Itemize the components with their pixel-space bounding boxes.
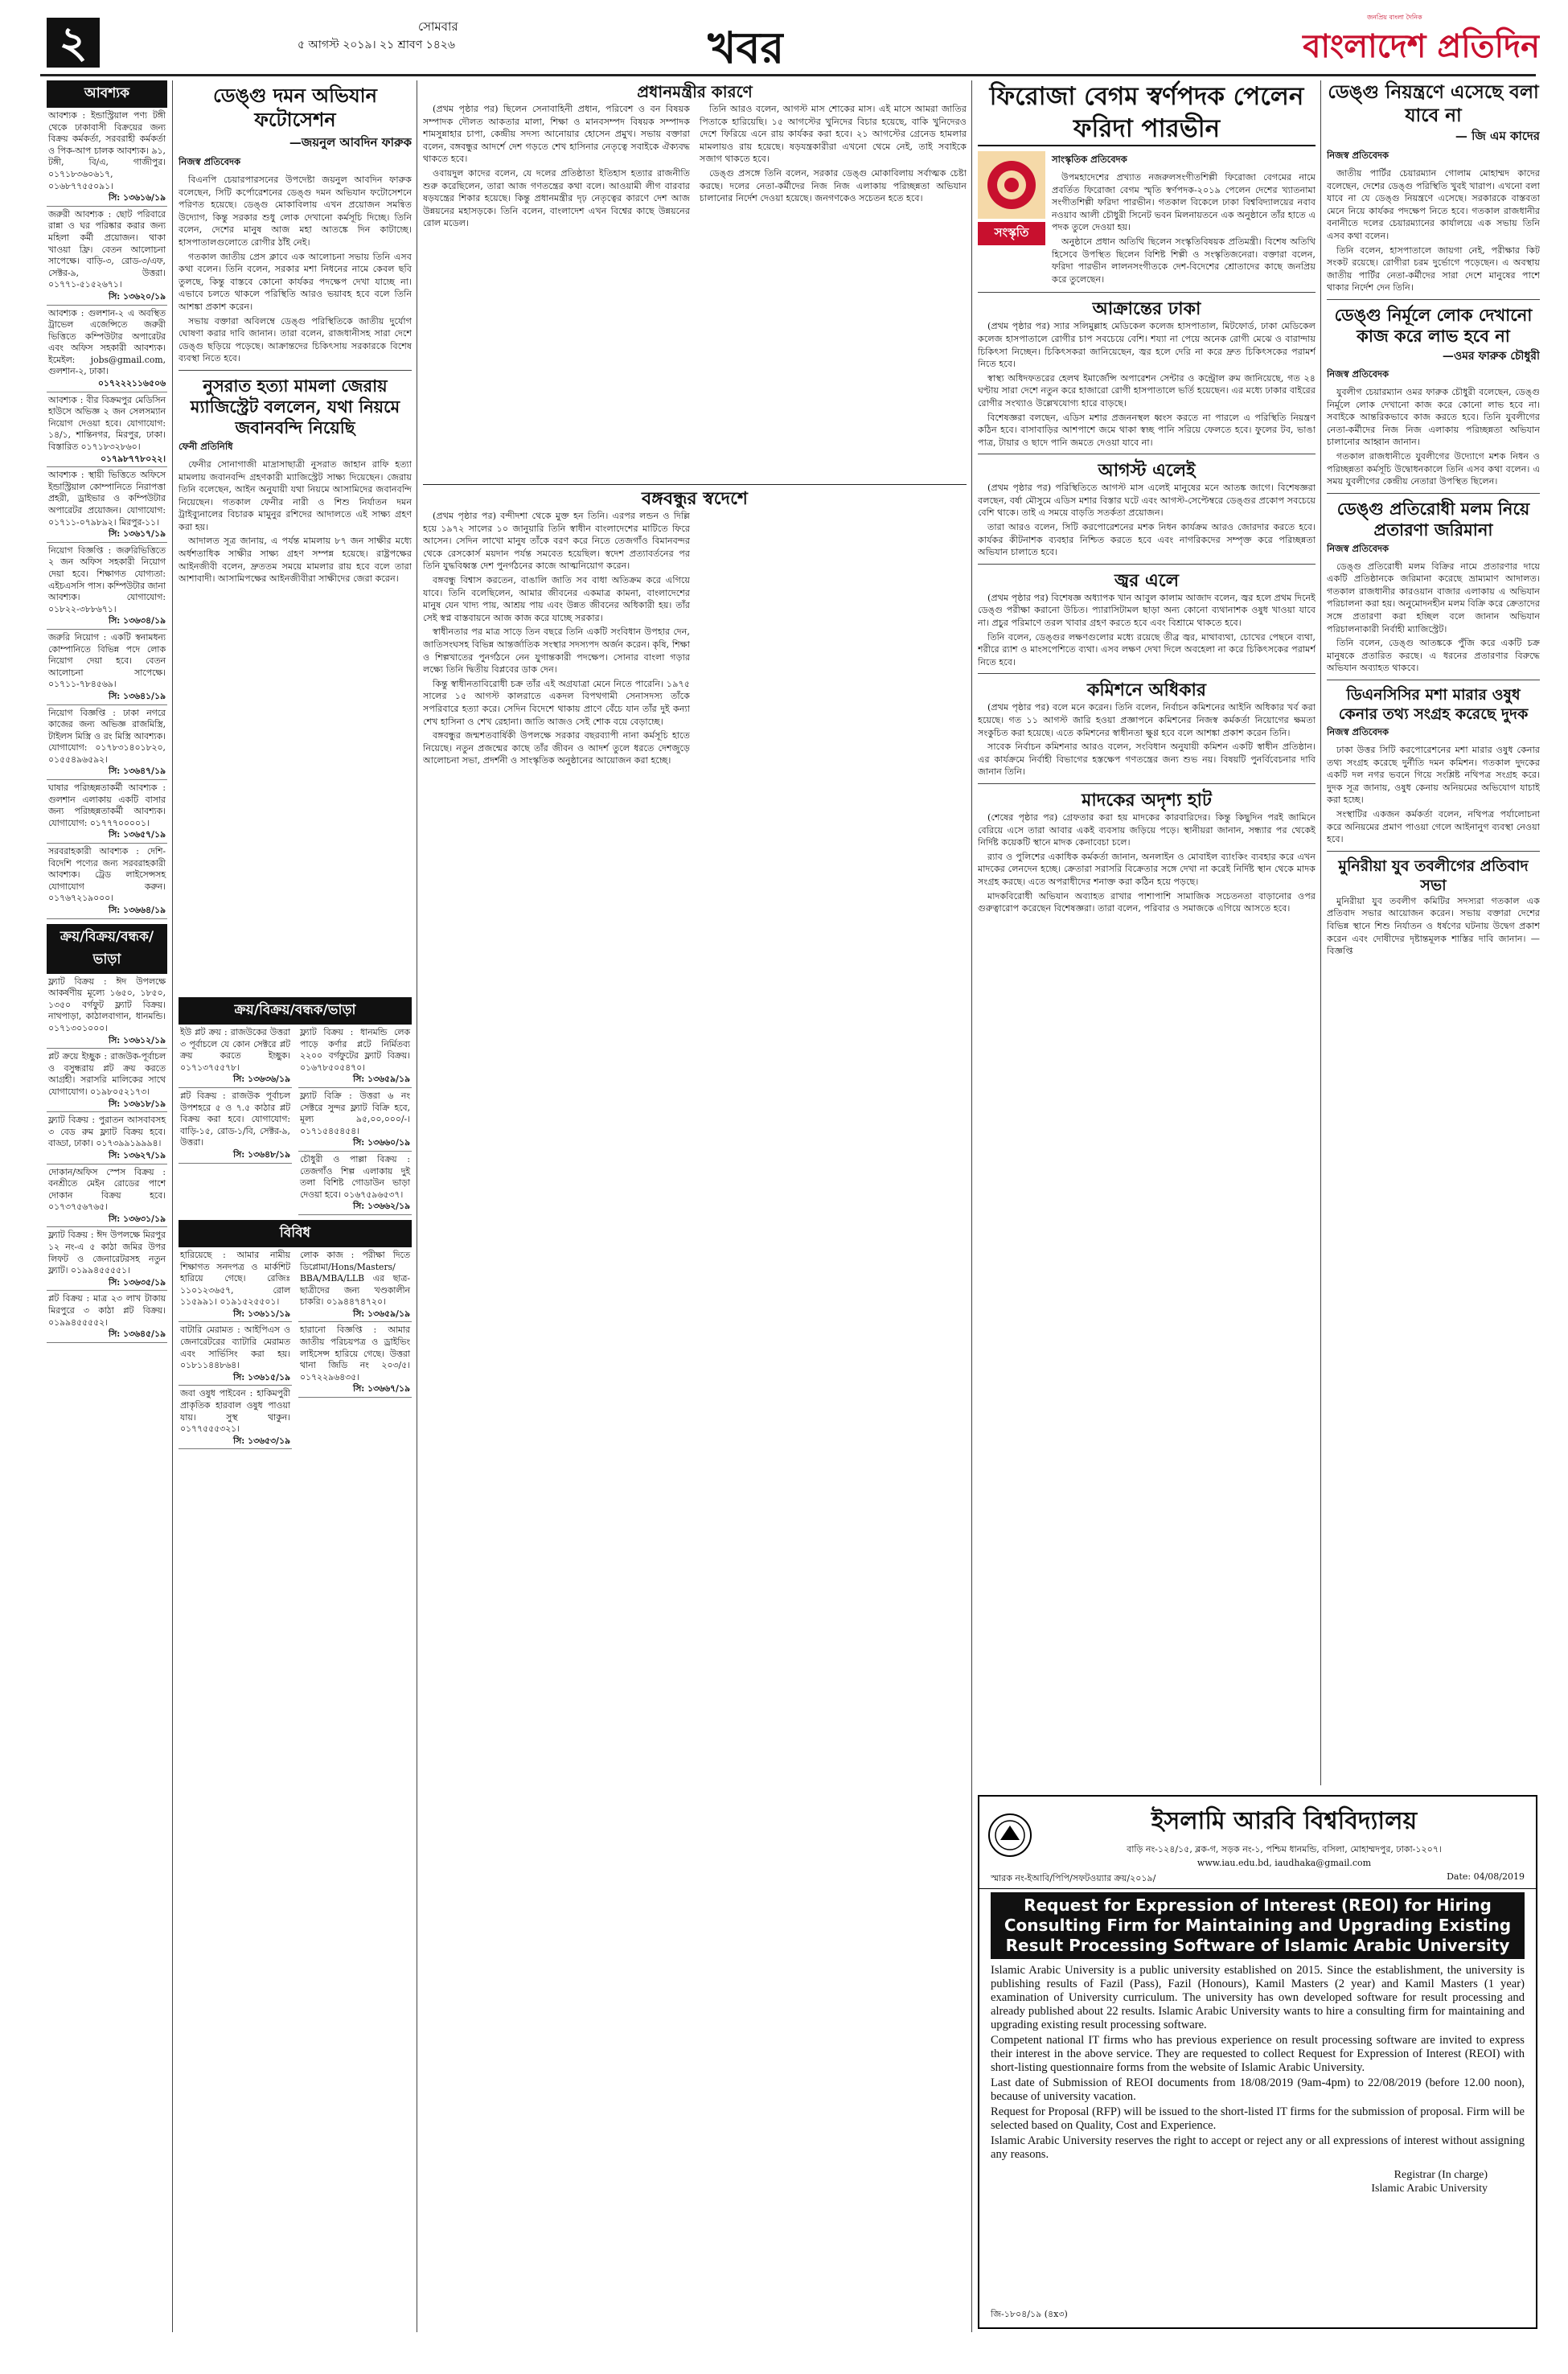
paragraph: অনুষ্ঠানে প্রধান অতিথি ছিলেন সংস্কৃতিবিষয়ক প্রতিমন্ত্রী। বিশেষ অতিথি হিসেবে উপস্থিত ছিলেন বিশিষ্ট শিল্পী ও সংস্কৃতিজনেরা। বক্তারা বলেন, ফরিদা পারভীন লালনসংগীতকে দেশ-বিদেশের শ্রোতাদের কাছে জনপ্রিয় করে তুলেছেন। [1052, 236, 1316, 285]
story-body [179, 174, 412, 365]
classified-text: সরবরাহকারী আবশ্যক : দেশি-বিদেশি পণ্যের জন্য সরবরাহকারী আবশ্যক। ট্রেড লাইসেন্সসহ যোগাযোগ করুন। ০১৭৬৭২১৯০০০। [48, 846, 166, 904]
classified-ref: ০১৭৯৮৭৭৮০২২। [100, 453, 166, 464]
headline-drugs: মাদকের অদৃশ্য হাট [1082, 789, 1212, 811]
paragraph: তিনি বলেন, হাসপাতালে জায়গা নেই, পরীক্ষার কিট সংকট রয়েছে। রোগীরা চরম দুর্ভোগে পড়েছেন। এ অবস্থায় জাতীয় পার্টির নেতা-কর্মীদের সারা দেশে মানুষের পাশে থাকার নির্দেশ দেন তিনি। [1327, 244, 1540, 294]
classified-ad [47, 306, 167, 392]
paragraph: উপমহাদেশের প্রখ্যাত নজরুলসংগীতশিল্পী ফিরোজা বেগমের নামে প্রবর্তিত ফিরোজা বেগম স্মৃতি স্বর্ণপদক-২০১৯ পেলেন দেশের খ্যাতনামা সংগীতশিল্পী ফরিদা পারভীন। গতকাল বিকেলে ঢাকা বিশ্ববিদ্যালয়ের নবাব নওয়াব আলী চৌধুরী সিনেট ভবন মিলনায়তনে এক অনুষ্ঠানে তাঁর হাতে এ পদক তুলে দেওয়া হয়। [1052, 172, 1316, 233]
classified-ad [47, 108, 167, 207]
story-pm [423, 80, 967, 483]
paragraph: Last date of Submission of REOI documents from 18/08/2019 (9am-4pm) to 22/08/2019 (before 12.00 noon), because of university vacation. [991, 2076, 1525, 2103]
classifieds-column-1 [47, 80, 167, 2332]
classified-ad [298, 1152, 412, 1215]
classified-ad [47, 1049, 167, 1112]
ad-title: Request for Expression of Interest (REOI) for Hiring Consulting Firm for Maintaining and Upgrading Existing Result Processing Software of Islamic Arabic University [991, 1892, 1525, 1959]
paragraph: মুনিরীয়া যুব তবলীগ কমিটির সদস্যরা গতকাল এক প্রতিবাদ সভার আয়োজন করেন। সভায় বক্তারা দেশের বিভিন্ন স্থানে শিশু নির্যাতন ও ধর্ষণের ঘটনায় উদ্বেগ প্রকাশ করেন এবং দোষীদের দৃষ্টান্তমূলক শাস্তির দাবি জানান। — বিজ্ঞপ্তি [1327, 895, 1540, 957]
classified-ref: সি: ১৩৬৩৬/১৯ [232, 1074, 290, 1085]
classifieds-heading-sale-2: ক্রয়/বিক্রয়/বন্ধক/ভাড়া [179, 997, 412, 1025]
paragraph: Islamic Arabic University is a public university established on 2015. Since the establishment, the university is publishing results of Fazil (Pass), Fazil (Honours), Kamil Masters (2 year) and Kamil Masters (1 year) examination of University curriculum. The university has own developed software for result processing and already published about 22 results. Islamic Arabic University wants to hire a consulting firm for maintaining and upgrading existing result processing software. [991, 1964, 1525, 2031]
classified-text: চৌধুরী ও পাল্লা বিক্রয় : তেজগাঁও শিল্প এলাকায় দুই তলা বিশিষ্ট গোডাউন ভাড়া দেওয়া হবে। ০১৬৭৫৯৬৫৩৭। [300, 1153, 410, 1200]
paragraph: জাতীয় পার্টির চেয়ারম্যান গোলাম মোহাম্মদ কাদের বলেছেন, দেশের ডেঙ্গু পরিস্থিতি খুবই খারাপ। এখনো বলা যাবে না যে ডেঙ্গু নিয়ন্ত্রণে এসেছে। সরকারকে বাস্তবতা মেনে নিয়ে কার্যকর পদক্ষেপ নিতে হবে। গতকাল রাজধানীর বনানীতে দলের চেয়ারম্যানের কার্যালয়ে এক সভায় তিনি এসব কথা বলেন। [1327, 168, 1540, 241]
story-body [423, 510, 967, 2319]
author-line-2: —ওমর ফারুক চৌধুরী [1442, 349, 1540, 363]
byline-4: নিজস্ব প্রতিবেদক [1327, 726, 1389, 738]
story-body-august [978, 482, 1316, 559]
classified-ad [47, 543, 167, 630]
headline-commission: কমিশনে অধিকার [1086, 680, 1207, 701]
headline-dncc-acc: ডিএনসিসির মশা মারার ওষুধ কেনার তথ্য সংগ্রহ করেছে দুদক [1338, 686, 1529, 724]
university-logo-icon [987, 1813, 1032, 1858]
classifieds-list-sale [47, 974, 167, 1343]
brand-tagline: জনপ্রিয় বাংলা দৈনিক [1367, 14, 1422, 21]
paragraph: তিনি বলেন, ডেঙ্গুর লক্ষণগুলোর মধ্যে রয়েছে তীব্র জ্বর, মাথাব্যথা, চোখের পেছনে ব্যথা, শরীরে র‍্যাশ ও মাংসপেশিতে ব্যথা। এসব লক্ষণ দেখা দিলে অবহেলা না করে চিকিৎসকের পরামর্শ নিতে হবে। [978, 631, 1316, 667]
classified-ad [47, 1227, 167, 1291]
paragraph: স্বাস্থ্য অধিদফতরের হেলথ ইমার্জেন্সি অপারেশন সেন্টার ও কন্ট্রোল রুম জানিয়েছে, গত ২৪ ঘণ্টায় সারা দেশে নতুন করে হাজারো রোগী হাসপাতালে ভর্তি হয়েছেন। এর মধ্যে ঢাকার বাইরের রোগীর সংখ্যাও উল্লেখযোগ্য হারে বাড়ছে। [978, 372, 1316, 409]
story-body [1327, 167, 1540, 294]
classified-ref: সি: ১৩৬৬৪/১৯ [109, 905, 166, 915]
classified-text: দোকান/অফিস স্পেস বিক্রয় : বনশ্রীতে মেইন রোডের পাশে দোকান বিক্রয় হবে। ০১৭৩৭৫৬৭৬৫। [48, 1166, 166, 1213]
paragraph: ফেনীর সোনাগাজী মাদ্রাসাছাত্রী নুসরাত জাহান রাফি হত্যা মামলায় জবানবন্দি গ্রহণকারী ম্যাজিস্ট্রেট সাক্ষ্য দিয়েছেন। জেরায় তিনি বলেছেন, আইন অনুযায়ী যথা নিয়মে আসামিদের জবানবন্দি নিয়েছেন। গতকাল ফেনীর নারী ও শিশু নির্যাতন দমন ট্রাইব্যুনালের বিচারক মামুনুর রশিদের আদালতে এই সাক্ষ্য গ্রহণ করা হয়। [179, 458, 412, 532]
story-body [1052, 171, 1316, 285]
classifieds-list-misc [179, 1247, 412, 1450]
classified-text: লোক কাজ : পরীক্ষা দিতে ডিপ্লোমা/Hons/Masters/ BBA/MBA/LLB এর ছাত্র-ছাত্রীদের জন্য খণ্ডকালীন চাকরি। ০১৯৪৪৭৪৭২০। [300, 1249, 410, 1308]
masthead-rule [40, 74, 1536, 76]
headline: বঙ্গবন্ধুর স্বদেশে [642, 488, 748, 509]
paragraph: ডেঙ্গু প্রতিরোধী মলম বিক্রির নামে প্রতারণার দায়ে একটি প্রতিষ্ঠানকে জরিমানা করেছে ভ্রাম্যমাণ আদালত। গতকাল রাজধানীর কারওয়ান বাজার এলাকায় এ অভিযান পরিচালনা করা হয়। অনুমোদনহীন মলম বিক্রি করে ক্রেতাদের সঙ্গে প্রতারণা করা হচ্ছিল বলে জানান অভিযান পরিচালনাকারী নির্বাহী ম্যাজিস্ট্রেট। [1327, 561, 1540, 635]
classified-text: ঘাষার পরিচ্ছন্নতাকর্মী আবশ্যক : গুলশান এলাকায় একটি বাসার জন্য পরিচ্ছন্নতাকর্মী আবশ্যক। যোগাযোগ: ০১৭৭৭০০০০১। [48, 782, 166, 828]
paragraph: যুবলীগ চেয়ারম্যান ওমর ফারুক চৌধুরী বলেছেন, ডেঙ্গু নির্মূলে লোক দেখানো কাজ করে কোনো লাভ হবে না। সবাইকে আন্তরিকভাবে কাজ করতে হবে। তিনি যুবলীগের নেতা-কর্মীদের নিজ নিজ এলাকায় পরিচ্ছন্নতা অভিযান চালানোর আহ্বান জানান। [1327, 386, 1540, 448]
classified-ad [179, 1247, 292, 1323]
classified-text: হারিয়েছে : আমার নামীয় শিক্ষাগত সনদপত্র ও মার্কশিট হারিয়ে গেছে। রেজিঃ ১১০১২৩৬৫৭, রোল ১১৫৯৯১। ০১৯১৫২৫৫০১। [180, 1249, 290, 1308]
memo-number: স্মারক নং-ইআবি/পিপি/সফটওয়্যার ক্রয়/২০১৯/ [991, 1873, 1156, 1883]
classified-text: আবশ্যক : স্থায়ী ভিত্তিতে অফিসে ইন্ডাস্ট্রিয়াল কোম্পানিতে নিরাপত্তা প্রহরী, ড্রাইভার ও কম্পিউটার অপারেটর প্রয়োজন। যোগাযোগ: ০১৭১১-০৭৯৮৯২। মিরপুর-১১। [48, 470, 166, 528]
classified-ref: সি: ১৩৬১৫/১৯ [233, 1371, 290, 1382]
classified-text: নিয়োগ বিজ্ঞপ্তি : ঢাকা নগরে কাজের জন্য অভিজ্ঞ রাজমিস্ত্রি, টাইলস মিস্ত্রি ও রং মিস্ত্রি আবশ্যক। যোগাযোগ: ০১৭৮৩১৪০১৮২০, ০১৫৫৪৯৬৫৯২। [48, 707, 166, 765]
paragraph: গতকাল রাজধানীতে যুবলীগের উদ্যোগে মশক নিধন ও পরিচ্ছন্নতা কর্মসূচি উদ্বোধনকালে তিনি এসব কথা বলেন। এ সময় যুবলীগের কেন্দ্রীয় নেতারা উপস্থিত ছিলেন। [1327, 450, 1540, 487]
classified-ad [47, 1291, 167, 1342]
classifieds-heading-sale: ক্রয়/বিক্রয়/বন্ধক/ভাড়া [47, 924, 167, 974]
story-column-6 [1327, 80, 1540, 1785]
paragraph: বিশেষজ্ঞরা বলছেন, এডিস মশার প্রজননস্থল ধ্বংস করতে না পারলে এ পরিস্থিতি নিয়ন্ত্রণ কঠিন হবে। বাসাবাড়ির আশপাশে জমে থাকা স্বচ্ছ পানি সরিয়ে ফেলতে হবে। ফুলের টব, ভাঙা পাত্র, টায়ার ও ছাদে পানি জমতে দেওয়া যাবে না। [978, 412, 1316, 448]
signature-org: Islamic Arabic University [1371, 2183, 1488, 2195]
classified-text: প্লট বিক্রয় : রাজউক পূর্বাচল উপশহরে ৫ ও ৭.৫ কাঠার প্লট বিক্রয় করা হবে। যোগাযোগ: বাড়ি-১৫, রোড-১/বি, সেক্টর-৯, উত্তরা। [180, 1090, 290, 1148]
classified-ad [47, 207, 167, 306]
classified-ad [47, 780, 167, 844]
paragraph: (প্রথম পৃষ্ঠার পর) পরিস্থিতিতে আগস্ট মাস এলেই মানুষের মনে আতঙ্ক জাগে। বিশেষজ্ঞরা বলছেন, বর্ষা মৌসুমে এডিস মশার বিস্তার ঘটে এবং আগস্ট-সেপ্টেম্বরে ডেঙ্গুর প্রকোপ সবচেয়ে বেশি থাকে। তাই এ সময়ে বাড়তি সতর্কতা প্রয়োজন। [978, 483, 1316, 519]
paragraph: (প্রথম পৃষ্ঠার পর) ছিলেন সেনাবাহিনী প্রধান, পরিবেশ ও বন বিষয়ক সম্পাদক দৌলত আকতার মালা, শিক্ষা ও মানবসম্পদ বিষয়ক সম্পাদক শামসুন্নাহার চাপা, কেন্দ্রীয় সদস্য আনোয়ার হোসেন প্রমুখ। সভায় বক্তারা বলেন, বঙ্গবন্ধুর আদর্শে দেশ গড়তে শেখ হাসিনার নেতৃত্বে সবাইকে ঐক্যবদ্ধ থাকতে হবে। [423, 104, 690, 165]
headline-farida: ফিরোজা বেগম স্বর্ণপদক পেলেন ফরিদা পারভীন [978, 80, 1316, 146]
byline: সাংস্কৃতিক প্রতিবেদক [1052, 154, 1127, 165]
paragraph: মাদকবিরোধী অভিযান অব্যাহত রাখার পাশাপাশি সামাজিক সচেতনতা বাড়ানোর ওপর গুরুত্বারোপ করেছেন বিশেষজ্ঞরা। তারা বলেন, পরিবার ও সমাজকে এগিয়ে আসতে হবে। [978, 890, 1316, 914]
paragraph: Competent national IT firms who has previous experience on result processing software are invited to express their interest in the above service. They are requested to collect Request for Expression of Interest (REOI) with short-listing questionnaire forms from the website of Islamic Arabic University. [991, 2034, 1525, 2074]
paragraph: কিন্তু স্বাধীনতাবিরোধী চক্র তাঁর এই অগ্রযাত্রা মেনে নিতে পারেনি। ১৯৭৫ সালের ১৫ আগস্ট কালরাতে একদল বিপথগামী সেনাসদস্য তাঁকে সপরিবারে হত্যা করে। সেদিন বিদেশে থাকায় প্রাণে বেঁচে যান তাঁর দুই কন্যা শেখ হাসিনা ও শেখ রেহানা। জাতি আজও সেই শোক বয়ে বেড়াচ্ছে। [423, 678, 690, 727]
story-body-nusrat [179, 458, 412, 585]
paragraph: তিনি বলেন, ডেঙ্গু আতঙ্ককে পুঁজি করে একটি চক্র মানুষকে প্রতারিত করছে। এ ধরনের প্রতারণার বিরুদ্ধে অভিযান অব্যাহত থাকবে। [1327, 638, 1540, 674]
classified-text: আবশ্যক : গুলশান-২ এ অবস্থিত ট্রাভেল এজেন্সিতে জরুরী ভিত্তিতে কম্পিউটার অপারেটর এবং অফিস সহকারী আবশ্যক। ইমেইল: jobs@gmail.com, গুলশান-২, ঢাকা। [48, 307, 166, 377]
author-line: —জয়নুল আবদিন ফারুক [289, 135, 412, 150]
classified-ad [47, 705, 167, 781]
paragraph: সংস্থাটির একজন কর্মকর্তা বলেন, নথিপত্র পর্যালোচনা করে অনিয়মের প্রমাণ পাওয়া গেলে আইনানুগ ব্যবস্থা নেওয়া হবে। [1327, 809, 1540, 845]
paragraph: সভায় বক্তারা অবিলম্বে ডেঙ্গু পরিস্থিতিকে জাতীয় দুর্যোগ ঘোষণা করার দাবি জানান। তারা বলেন, রাজধানীসহ সারা দেশে ডেঙ্গু ছড়িয়ে পড়েছে। আক্রান্তদের চিকিৎসায় সরকারকে বিশেষ ব্যবস্থা নিতে হবে। [179, 315, 412, 364]
university-email[interactable]: iaudhaka@gmail.com [1275, 1858, 1372, 1868]
masthead-day: সোমবার [418, 19, 458, 34]
university-advertisement: ইসলামি আরবি বিশ্ববিদ্যালয় বাড়ি নং-১২৪/১৫, ব্লক-গ, সড়ক নং-১, পশ্চিম ধানমন্ডি, বসিলা, মোহাম্মদপুর, ঢাকা-১২০৭। www.iau.edu.bd, iaudhaka@gmail.com স্মারক নং-ইআবি/পিপি/সফটওয়্যার ক্রয়/২০১৯/ Date: 04/08/2019 Request for Expression of Interest (REOI) for Hiring Consulting Firm for Maintaining and Upgrading Existing Result Processing Software of Islamic Arabic University Islamic Arabic University is a public university established on 2015. Since the establishment, the university is publishing results of Fazil (Pass), Fazil (Honours), Kamil Masters (2 year) and Kamil Masters (1 year) examination of University curriculum. The university has own developed software for result processing and already published about 22 results. Islamic Arabic University wants to hire a consulting firm for maintaining and upgrading existing result processing software. Competent national IT firms who has previous experience on result processing software are invited to express their interest in the above service. They are requested to collect Request for Expression of Interest (REOI) with short-listing questionnaire forms from the website of Islamic Arabic University. Last date of Submission of REOI documents from 18/08/2019 (9am-4pm) to 22/08/2019 (before 12.00 noon), because of university vacation. Request for Proposal (RFP) will be issued to the short-listed IT firms for the submission of proposal. Firm will be selected based on Quality, Cost and Experience. Islamic Arabic University reserves the right to accept or reject any or all expressions of interest without assigning any reasons. Registrar (In charge) Islamic Arabic University জি-১৮০৪/১৯ (৪x৩) [978, 1795, 1537, 2329]
byline: নিজস্ব প্রতিবেদক [1327, 150, 1389, 161]
classifieds-list-wanted [47, 108, 167, 919]
classified-ref: সি: ১৩৬৪১/১৯ [109, 690, 166, 701]
brand-logo: বাংলাদেশ প্রতিদিন [1303, 28, 1540, 61]
classified-text: আবশ্যক : বীর বিক্রমপুর মেডিসিন হাউসে অভিজ্ঞ ২ জন সেলসম্যান নিয়োগ দেওয়া হবে। যোগাযোগ: ১৪/১, শান্তিনগর, মিরপুর, ঢাকা। বিস্তারিত ০১৭১৮৩২৮৬০। [48, 394, 166, 453]
author-line: — জি এম কাদের [1455, 129, 1540, 143]
paragraph: র‍্যাব ও পুলিশের একাধিক কর্মকর্তা জানান, অনলাইন ও মোবাইল ব্যাংকিং ব্যবহার করে এখন মাদকের লেনদেন হচ্ছে। ক্রেতারা সরাসরি বিক্রেতার সঙ্গে দেখা না করেই নির্দিষ্ট স্থান থেকে মাদক সংগ্রহ করছে। এতে অপরাধীদের শনাক্ত করা কঠিন হয়ে পড়ছে। [978, 851, 1316, 887]
classified-ref: সি: ১৩৬২৭/১৯ [108, 1149, 166, 1160]
classified-ref: সি: ১৩৬৬৭/১৯ [352, 1383, 410, 1394]
byline-nusrat: ফেনী প্রতিনিধি [179, 440, 233, 452]
classified-ref: সি: ১৩৬১১/১৯ [233, 1308, 290, 1319]
paragraph: (প্রথম পৃষ্ঠার পর) স্যার সলিমুল্লাহ মেডিকেল কলেজ হাসপাতাল, মিটফোর্ড, ঢাকা মেডিকেল কলেজ হাসপাতালে রোগীর চাপ সবচেয়ে বেশি। শয্যা না পেয়ে অনেক রোগী মেঝে ও বারান্দায় চিকিৎসা নিচ্ছেন। চিকিৎসকরা জানিয়েছেন, জ্বর হলে দেরি না করে দ্রুত চিকিৎসকের পরামর্শ নিতে হবে। [978, 321, 1316, 370]
masthead-date: ৫ আগস্ট ২০১৯। ২১ শ্রাবণ ১৪২৬ [298, 39, 455, 51]
section-title: খবর [708, 22, 785, 73]
paragraph: সাবেক নির্বাচন কমিশনার আরও বলেন, সংবিধান অনুযায়ী কমিশন একটি স্বাধীন প্রতিষ্ঠান। এর কার্যক্রমে নির্বাহী বিভাগের হস্তক্ষেপ গণতন্ত্রের জন্য শুভ নয়। বিষয়টি পুনর্বিবেচনার দাবি জানান তিনি। [978, 741, 1316, 778]
ad-body [979, 1959, 1536, 2168]
classified-text: জরুরি নিয়োগ : একটি স্বনামধন্য কোম্পানিতে বিভিন্ন পদে লোক নিয়োগ দেয়া হবে। বেতন আলোচনা সাপেক্ষে। ০১৭১১-৭৮৪৫৬৯। [48, 631, 166, 690]
story-body-drugs [978, 811, 1316, 915]
paragraph: Request for Proposal (RFP) will be issued to the short-listed IT firms for the submission of proposal. Firm will be selected based on Quality, Cost and Experience. [991, 2105, 1525, 2132]
university-name: ইসলামি আরবি বিশ্ববিদ্যালয় [1151, 1807, 1418, 1835]
classified-ad [179, 1322, 292, 1386]
paragraph: (শেষের পৃষ্ঠার পর) গ্রেফতার করা হয় মাদকের কারবারিদের। কিন্তু কিছুদিন পরই জামিনে বেরিয়ে এসে তারা আবার একই ব্যবসায় জড়িয়ে পড়ে। স্থানীয়রা জানান, সন্ধ্যার পর থেকেই নির্দিষ্ট কয়েকটি স্থানে মাদক কেনাবেচা চলে। [978, 811, 1316, 848]
university-address: বাড়ি নং-১২৪/১৫, ব্লক-গ, সড়ক নং-১, পশ্চিম ধানমন্ডি, বসিলা, মোহাম্মদপুর, ঢাকা-১২০৭। [1127, 1844, 1442, 1854]
classified-ref: সি: ১৩৬৪৮/১৯ [233, 1148, 290, 1160]
classified-ref: সি: ১৩৬৫৭/১৯ [109, 829, 166, 840]
classified-ad [298, 1025, 412, 1088]
culture-badge-label: সংস্কৃতি [978, 222, 1045, 245]
story-body-5 [1327, 895, 1540, 958]
classified-ad [47, 974, 167, 1049]
ad-date: Date: 04/08/2019 [1447, 1871, 1525, 1882]
story-bangabandhu [423, 487, 967, 2329]
headline-fever: জ্বর এলে [1114, 569, 1179, 591]
classified-ad [298, 1322, 412, 1398]
story-body-commission [978, 701, 1316, 778]
signature-title: Registrar (In charge) [1394, 2169, 1488, 2181]
paragraph: ঢাকা উত্তর সিটি করপোরেশনের মশা মারার ওষুধ কেনার তথ্য সংগ্রহ করেছে দুর্নীতি দমন কমিশন। গতকাল দুদকের একটি দল নগর ভবনে গিয়ে সংশ্লিষ্ট নথিপত্র সংগ্রহ করে। দুদক সূত্র জানায়, ওষুধ কেনায় অনিয়মের অভিযোগ যাচাই করা হচ্ছে। [1327, 745, 1540, 806]
paragraph: Islamic Arabic University reserves the right to accept or reject any or all expressions of interest without assigning any reasons. [991, 2134, 1525, 2161]
byline-3: নিজস্ব প্রতিবেদক [1327, 542, 1389, 554]
paragraph: বিএনপি চেয়ারপারসনের উপদেষ্টা জয়নুল আবদিন ফারুক বলেছেন, সিটি কর্পোরেশনের ডেঙ্গু দমন অভিযান ফটোসেশনে পরিণত হয়েছে। ডেঙ্গু মোকাবিলায় এখন প্রয়োজন সমন্বিত উদ্যোগ, কিন্তু সরকার শুধু লোক দেখানো কর্মসূচি দিচ্ছে। তিনি বলেন, দেশের মানুষ আজ মহা আতঙ্কে দিন কাটাচ্ছে। হাসপাতালগুলোতে রোগীর ঠাঁই নেই। [179, 175, 412, 248]
headline-august: আগস্ট এলেই [1098, 460, 1196, 482]
paragraph: আদালত সূত্র জানায়, এ পর্যন্ত মামলায় ৮৭ জন সাক্ষীর মধ্যে অর্ধশতাধিক সাক্ষীর সাক্ষ্য গ্রহণ সম্পন্ন হয়েছে। রাষ্ট্রপক্ষের আইনজীবী বলেন, দ্রুততম সময়ে মামলার রায় হবে বলে তারা আশাবাদী। আসামিপক্ষের আইনজীবীরা সাক্ষীদের জেরা করেন। [179, 536, 412, 585]
classified-ad [47, 844, 167, 919]
paragraph: বঙ্গবন্ধু বিশ্বাস করতেন, বাঙালি জাতি সব বাধা অতিক্রম করে এগিয়ে যাবে। তিনি বলেছিলেন, আমার জীবনের একমাত্র কামনা, বাংলাদেশের মানুষ যেন খাদ্য পায়, আশ্রয় পায় এবং উন্নত জীবনের অধিকারী হয়। তাঁর সেই স্বপ্ন বাস্তবায়নে আজ কাজ করে যাচ্ছে সরকার। [423, 574, 690, 623]
classified-ref: সি: ১৩৬৫৩/১৯ [233, 1435, 290, 1446]
classified-ad [47, 1112, 167, 1164]
classified-text: ফ্ল্যাট বিক্রয় : ঈদ উপলক্ষে আকর্ষণীয় মূল্যে ১৬৫০, ১৮৫০, ১৩৫০ বর্গফুট ফ্ল্যাট বিক্রয়। নাথপাড়া, কাঠালবাগান, ধানমন্ডি। ০১৭১৩০১০০০। [48, 975, 166, 1033]
classifieds-list-sale-2 [179, 1025, 412, 1215]
classified-ref: সি: ১৩৬১২/১৯ [109, 1034, 166, 1045]
story-dengue-photosession [179, 84, 412, 992]
classified-ad [298, 1088, 412, 1152]
headline-omar-faruk: ডেঙ্গু নির্মূলে লোক দেখানো কাজ করে লাভ হবে না [1334, 304, 1533, 346]
classified-ad [179, 1386, 292, 1449]
classified-ad [179, 1025, 292, 1088]
paragraph: তিনি আরও বলেন, আগস্ট মাস শোকের মাস। এই মাসে আমরা জাতির পিতাকে হারিয়েছি। ১৫ আগস্টের খুনিদের বিচার হয়েছে, বাকি খুনিদেরও দেশে ফিরিয়ে এনে রায় কার্যকর করা হবে। ২১ আগস্টের গ্রেনেড হামলার মামলায়ও রায় হয়েছে। ষড়যন্ত্রকারীরা এখনো থেমে নেই, তাই সবাইকে সজাগ থাকতে হবে। [700, 104, 967, 165]
classified-text: জবা ওষুধ পাইবেন : হাকিমপুরী প্রাকৃতিক হারবাল ওষুধ পাওয়া যায়। সুস্থ থাকুন। ০১৭৭৫৫৫৩২১। [180, 1388, 290, 1435]
paragraph: স্বাধীনতার পর মাত্র সাড়ে তিন বছরে তিনি একটি সংবিধান উপহার দেন, জাতিসংঘসহ বিভিন্ন আন্তর্জাতিক সংস্থার সদস্যপদ অর্জন করেন। কৃষি, শিক্ষা ও শিল্পখাতের পুনর্গঠনে নেন যুগান্তকারী পদক্ষেপ। সোনার বাংলা গড়ার লক্ষ্যে তিনি দ্বিতীয় বিপ্লবের ডাক দেন। [423, 626, 690, 676]
byline-2: নিজস্ব প্রতিবেদক [1327, 368, 1389, 380]
classified-ref: ০১৭২২২১১৬৫০৬ [97, 378, 166, 389]
classified-ref: সি: ১৩৬৩৪/১৯ [109, 615, 166, 626]
classified-ref: সি: ১৩৬৩৫/১৯ [109, 1276, 166, 1288]
classifieds-heading-misc: বিবিধ [179, 1220, 412, 1247]
headline: প্রধানমন্ত্রীর কারণে [637, 82, 753, 101]
classified-text: বাটারি মেরামত : আইপিএস ও জেনারেটরের ব্যাটারি মেরামত এবং সার্ভিসিং করা হয়। ০১৮১১৪৪৮৬৪। [180, 1325, 290, 1371]
classified-ref: সি: ১৩৬৫৯/১৯ [353, 1074, 410, 1085]
classified-ref: সি: ১৩৬১৬/১৯ [109, 192, 166, 203]
story-body [423, 103, 967, 230]
paragraph: বঙ্গবন্ধুর জন্মশতবার্ষিকী উপলক্ষে সরকার বছরব্যাপী নানা কর্মসূচি হাতে নিয়েছে। নতুন প্রজন্মের কাছে তাঁর জীবন ও আদর্শ তুলে ধরতে দেশজুড়ে আলোচনা সভা, প্রদর্শনী ও সাংস্কৃতিক অনুষ্ঠানের আয়োজন করা হচ্ছে। [423, 730, 690, 766]
classified-text: জরুরী আবশ্যক : ছোট পরিবারে রান্না ও ঘর পরিষ্কার করার জন্য মহিলা কর্মী প্রয়োজন। থাকা খাওয়া ফ্রি। বেতন আলোচনা সাপেক্ষে। বাড়ি-৩, রোড-৩/এফ, সেক্টর-৯, উত্তরা। ০১৭৭১-৫১৫২৬৭১। [48, 208, 166, 290]
classified-ref: সি: ১৩৬১৮/১৯ [109, 1098, 166, 1109]
headline-nusrat: নুসরাত হত্যা মামলা জেরায় ম্যাজিস্ট্রেট বললেন, যথা নিয়মে জবানবন্দি নিয়েছি [190, 375, 400, 437]
culture-badge [978, 151, 1045, 287]
classified-ad [47, 392, 167, 468]
classified-text: ফ্ল্যাট বিক্রি : উত্তরা ৬ নং সেক্টরে সুন্দর ফ্ল্যাট বিক্রি হবে, মূল্য ৯৫,০০,০০০/-। ০১৭১৫৪৫৪৫৪। [300, 1090, 410, 1136]
headline-attacked-dhaka: আক্রান্তের ঢাকা [1092, 298, 1201, 320]
paragraph: (প্রথম পৃষ্ঠার পর) বন্দীদশা থেকে মুক্ত হন তিনি। এরপর লন্ডন ও দিল্লি হয়ে ১৯৭২ সালের ১০ জানুয়ারি তিনি স্বাধীন বাংলাদেশের মাটিতে ফিরে আসেন। সেদিন লাখো মানুষ তাঁকে বরণ করে নিতে তেজগাঁও বিমানবন্দর থেকে রেসকোর্স ময়দান পর্যন্ত সমবেত হয়েছিল। স্বদেশ প্রত্যাবর্তনের পর তিনি যুদ্ধবিধ্বস্ত দেশ পুনর্গঠনের কাজে আত্মনিয়োগ করেন। [423, 511, 690, 572]
page-number: ২ [47, 18, 100, 68]
classified-text: ফ্ল্যাট বিক্রয় : পুরাতন আসবাবসহ ৩ বেড রুম ফ্ল্যাট বিক্রয় হবে। বাড্ডা, ঢাকা। ০১৭৩৯৯১৯৯৯৪। [48, 1115, 166, 1149]
headline-muniria: মুনিরীয়া যুব তবলীগের প্রতিবাদ সভা [1338, 856, 1529, 894]
byline: নিজস্ব প্রতিবেদক [179, 156, 241, 167]
paragraph: (প্রথম পৃষ্ঠার পর) বিশেষজ্ঞ অধ্যাপক খান আবুল কালাম আজাদ বলেন, জ্বর হলে প্রথম দিনেই ডেঙ্গু পরীক্ষা করানো উচিত। প্যারাসিটামল ছাড়া অন্য কোনো ব্যথানাশক ওষুধ খাওয়া যাবে না। প্রচুর পরিমাণে তরল খাবার গ্রহণ করতে হবে এবং বিশ্রামে থাকতে হবে। [978, 592, 1316, 629]
university-website[interactable]: www.iau.edu.bd [1197, 1858, 1270, 1868]
culture-emblem-icon [978, 151, 1045, 219]
classified-ref: সি: ১৩৬২০/১৯ [108, 290, 166, 302]
headline-fake-ointment: ডেঙ্গু প্রতিরোধী মলম নিয়ে প্রতারণা জরিমানা [1336, 498, 1530, 540]
story-body-3 [1327, 561, 1540, 675]
classified-ref: সি: ১৩৬৪৭/১৯ [109, 766, 166, 777]
classified-ad [298, 1247, 412, 1323]
story-body-4 [1327, 744, 1540, 846]
classified-ref: সি: ১৩৬৩১/১৯ [109, 1213, 166, 1224]
ad-reference: জি-১৮০৪/১৯ (৪x৩) [991, 2309, 1068, 2319]
classifieds-heading-wanted: আবশ্যক [47, 80, 167, 108]
classifieds-block-2 [179, 997, 412, 2332]
paragraph: ডেঙ্গু প্রসঙ্গে তিনি বলেন, সরকার ডেঙ্গু মোকাবিলায় সর্বাত্মক চেষ্টা করছে। দলের নেতা-কর্মীদের নিজ নিজ এলাকায় পরিচ্ছন্নতা অভিযান চালানোর নির্দেশ দেওয়া হয়েছে। জনগণকেও সচেতন হতে হবে। [700, 167, 967, 204]
classified-ref: সি: ১৩৬৬২/১৯ [352, 1201, 410, 1212]
classified-ref: সি: ১৩৬১৭/১৯ [109, 528, 166, 540]
story-column-5 [978, 80, 1316, 1785]
classified-text: আবশ্যক : ইন্ডাস্ট্রিয়াল পণ্য টঙ্গী থেকে ঢাকাবাসী বিক্রয়ের জন্য বিক্রয় কর্মকর্তা, সরবরাহী কর্মকর্তা ও পিক-আপ চালক আবশ্যক। ৯১, টঙ্গী, বি/এ, গাজীপুর। ০১৭১৮৩৬০৬১৭, ০১৬৮৭৭৫৫০৯১। [48, 110, 166, 191]
classified-text: প্লট বিক্রয় : মাত্র ২৩ লাখ টাকায় মিরপুরে ৩ কাঠা প্লট বিক্রয়। ০১৯৯৪৫৫৫৫২। [48, 1293, 166, 1328]
classified-ref: সি: ১৩৬৫৯/১৯ [353, 1308, 410, 1319]
classified-ref: সি: ১৩৬৬০/১৯ [352, 1137, 410, 1148]
classified-text: নিয়োগ বিজ্ঞপ্তি : জরুরিভিত্তিতে ২ জন অফিস সহকারী নিয়োগ দেয়া হবে। শিক্ষাগত যোগ্যতা: এইচএসসি পাস। কম্পিউটার জানা আবশ্যক। যোগাযোগ: ০১৮২২-৩৮৮৬৭১। [48, 544, 166, 614]
classified-ad [179, 1088, 292, 1164]
story-body-attacked-dhaka [978, 320, 1316, 449]
story-body-fever [978, 592, 1316, 669]
classified-text: প্লট ক্রয়ে ইচ্ছুক : রাজউক-পূর্বাচল ও বসুন্ধরায় প্লট ক্রয় করতে আগ্রহী। সরাসরি মালিকের সাথে যোগাযোগ। ০১৯৮০৫২১৭৩। [48, 1051, 166, 1097]
paragraph: গতকাল জাতীয় প্রেস ক্লাবে এক আলোচনা সভায় তিনি এসব কথা বলেন। তিনি বলেন, সরকার মশা নিধনের নামে কেবল ছবি তুলছে, কিন্তু বাস্তবে কোনো কার্যকর পদক্ষেপ দেখা যাচ্ছে না। এভাবে চলতে থাকলে পরিস্থিতি আরও ভয়াবহ হবে বলে তিনি আশঙ্কা প্রকাশ করেন। [179, 251, 412, 312]
classified-text: ইউ প্লট ক্রয় : রাজউকের উত্তরা ৩ পূর্বাচলে যে কোন সেক্টরে প্লট ক্রয় করতে ইচ্ছুক। ০১৭১৩৭৫৫৭৮। [180, 1027, 290, 1073]
paragraph: (প্রথম পৃষ্ঠার পর) বলে মনে করেন। তিনি বলেন, নির্বাচন কমিশনের আইনি অধিকার খর্ব করা হয়েছে। গত ১১ আগস্ট জারি হওয়া প্রজ্ঞাপনে কমিশনের নিজস্ব কর্মকর্তা নিয়োগের ক্ষমতা সংকুচিত করা হয়েছে। এতে কমিশনের স্বাধীনতা ক্ষুণ্ণ হবে বলে আশঙ্কা প্রকাশ করেন তিনি। [978, 702, 1316, 738]
classified-ad [47, 467, 167, 543]
paragraph: ওবায়দুল কাদের বলেন, যে দলের প্রতিষ্ঠাতা ইতিহাস হত্যার রাজনীতি শুরু করেছিলেন, তারা আজ গণতন্ত্রের কথা বলে। আওয়ামী লীগ বারবার ষড়যন্ত্রের শিকার হয়েছে। কিন্তু প্রধানমন্ত্রীর দৃঢ় নেতৃত্বের কারণে দেশ আজ উন্নয়নের মহাসড়কে। তিনি বলেন, বাংলাদেশ এখন বিশ্বের কাছে উন্নয়নের রোল মডেল। [423, 167, 690, 229]
headline-gm-kader: ডেঙ্গু নিয়ন্ত্রণে এসেছে বলা যাবে না [1328, 81, 1539, 126]
paragraph: তারা আরও বলেন, সিটি করপোরেশনের মশক নিধন কার্যক্রম আরও জোরদার করতে হবে। কার্যকর কীটনাশক ব্যবহার নিশ্চিত করতে হবে এবং নাগরিকদের সম্পৃক্ত করে পরিচ্ছন্নতা অভিযান চালাতে হবে। [978, 522, 1316, 558]
classified-ad [47, 630, 167, 705]
classified-ref: সি: ১৩৬৪৫/১৯ [109, 1329, 166, 1340]
classified-text: ফ্ল্যাট বিক্রয় : ধানমন্ডি লেক পাড়ে কর্ণার প্লটে নির্মিতব্য ২২০০ বর্গফুটের ফ্ল্যাট বিক্রয়। ০১৬৭৮৫০৫৪৭০। [300, 1027, 410, 1073]
classified-ad [47, 1164, 167, 1228]
headline: ডেঙ্গু দমন অভিযান ফটোসেশন [213, 84, 377, 131]
classified-text: হারানো বিজ্ঞপ্তি : আমার জাতীয় পরিচয়পত্র ও ড্রাইভিং লাইসেন্স হারিয়ে গেছে। উত্তরা থানা জিডি নং ২০৩/৫। ০১৭২২৯৬৪৩৫। [300, 1325, 410, 1382]
classified-text: ফ্ল্যাট বিক্রয় : ঈদ উপলক্ষে মিরপুর ১২ নং-এ ৫ কাঠা জমির উপর লিফট ও জেনারেটরসহ নতুন ফ্ল্যাট। ০১৯৯৪৫৫৫৫১। [48, 1230, 166, 1276]
story-body-2 [1327, 386, 1540, 488]
